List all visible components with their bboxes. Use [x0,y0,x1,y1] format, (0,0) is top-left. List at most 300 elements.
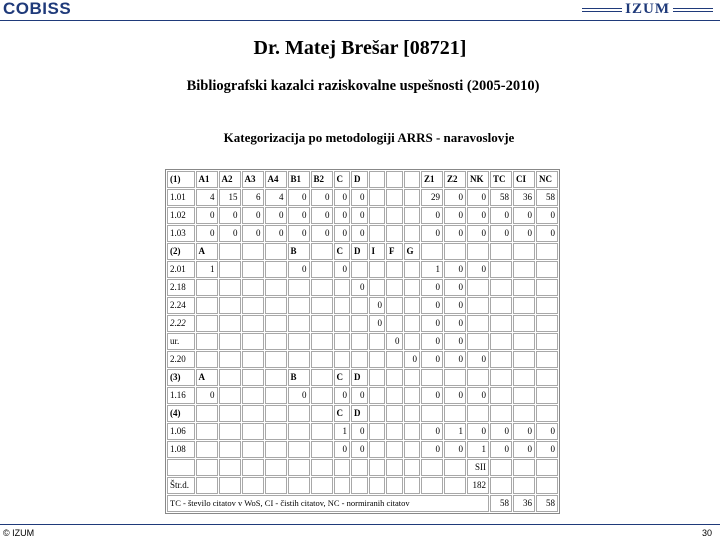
table-cell [369,423,386,440]
table-cell [404,261,421,278]
table-cell: C [334,369,351,386]
table-cell: 0 [421,225,443,242]
table-cell [404,423,421,440]
table-cell [536,351,558,368]
table-cell: 0 [351,441,368,458]
table-cell: 0 [196,225,218,242]
table-cell: 0 [513,207,535,224]
table-row [167,243,558,260]
table-cell [334,459,351,476]
table-cell [242,369,264,386]
table-cell [444,459,466,476]
table-cell: D [351,243,368,260]
table-cell: 0 [288,225,310,242]
footnote-row [167,495,558,512]
table-cell [334,297,351,314]
table-row [167,189,558,206]
table-cell: C [334,405,351,422]
table-cell [536,243,558,260]
table-cell: SII [467,459,489,476]
table-cell [242,315,264,332]
table-cell: 1 [421,261,443,278]
table-cell [242,387,264,404]
table-cell [513,477,535,494]
table-cell: 1 [196,261,218,278]
table-cell: 0 [351,423,368,440]
table-cell [386,369,403,386]
table-cell: C [334,171,351,188]
table-cell [536,297,558,314]
table-cell [311,423,333,440]
table-cell: A1 [196,171,218,188]
row-label-cell: 2.24 [167,297,195,314]
table-cell [490,387,512,404]
table-cell [219,315,241,332]
table-cell [421,369,443,386]
table-cell [467,297,489,314]
table-row [167,225,558,242]
table-cell [265,297,287,314]
table-cell [265,423,287,440]
table-cell: 0 [513,423,535,440]
table-cell [369,207,386,224]
table-cell: 0 [444,207,466,224]
table-cell: 0 [467,261,489,278]
table-cell [219,261,241,278]
footnote-value: 58 [490,495,512,512]
table-cell [404,459,421,476]
table-cell [404,171,421,188]
table-cell: 0 [444,351,466,368]
table-cell: TC [490,171,512,188]
table-cell [196,315,218,332]
table-cell: 0 [386,333,403,350]
table-cell: 4 [196,189,218,206]
table-cell: 0 [421,441,443,458]
table-cell [490,405,512,422]
table-cell [513,261,535,278]
table-cell: I [369,243,386,260]
table-cell [490,477,512,494]
table-cell: 0 [444,441,466,458]
table-cell [311,369,333,386]
table-cell [242,405,264,422]
table-cell [334,351,351,368]
table-cell [311,405,333,422]
table-cell [242,423,264,440]
table-cell [386,189,403,206]
table-cell [513,351,535,368]
table-cell [490,315,512,332]
table-cell: 0 [536,423,558,440]
table-cell: 0 [444,333,466,350]
table-cell: 0 [513,441,535,458]
copyright-text: © IZUM [3,528,35,538]
table-cell: 1 [444,423,466,440]
table-cell [242,279,264,296]
table-cell: 0 [536,441,558,458]
table-cell: 0 [444,225,466,242]
table-cell [311,297,333,314]
table-cell [536,459,558,476]
categorization-table [165,169,560,514]
table-cell [265,459,287,476]
table-cell [288,279,310,296]
table-row [167,477,558,494]
table-cell [369,441,386,458]
table-cell: 0 [536,225,558,242]
table-cell [513,405,535,422]
table-cell: 0 [444,279,466,296]
table-cell: 0 [369,315,386,332]
table-row [167,315,558,332]
table-cell [351,297,368,314]
table-cell [386,171,403,188]
table-cell [288,459,310,476]
table-cell [311,441,333,458]
table-cell: 58 [536,189,558,206]
table-cell: 0 [467,351,489,368]
table-cell: 0 [334,189,351,206]
table-cell [351,261,368,278]
table-cell: C [334,243,351,260]
table-cell [351,351,368,368]
table-cell [467,405,489,422]
table-cell [311,351,333,368]
table-row [167,261,558,278]
table-cell [242,459,264,476]
row-label-cell: (2) [167,243,195,260]
table-row [167,387,558,404]
table-cell: A [196,369,218,386]
table-cell [386,297,403,314]
table-cell: 0 [467,225,489,242]
table-cell: 0 [444,315,466,332]
table-cell: 0 [334,441,351,458]
table-cell: A4 [265,171,287,188]
row-label-cell: (3) [167,369,195,386]
table-cell [219,477,241,494]
table-cell [369,225,386,242]
table-cell [444,405,466,422]
table-cell [386,351,403,368]
table-cell: 0 [334,207,351,224]
table-cell [386,315,403,332]
footnote-value: 58 [536,495,558,512]
table-cell [288,477,310,494]
table-cell [513,315,535,332]
table-cell [467,369,489,386]
table-cell [404,477,421,494]
table-cell [386,459,403,476]
table-cell [404,189,421,206]
table-cell: NK [467,171,489,188]
table-cell [242,333,264,350]
table-cell [386,279,403,296]
table-row [167,405,558,422]
table-cell [369,387,386,404]
table-cell [311,387,333,404]
table-cell [404,279,421,296]
table-cell [311,333,333,350]
table-cell: 0 [265,207,287,224]
table-cell [196,333,218,350]
table-cell [386,387,403,404]
page-title: Dr. Matej Brešar [08721] [253,37,467,59]
table-cell: A [196,243,218,260]
table-cell [513,387,535,404]
table-cell: 0 [421,423,443,440]
row-label-cell [167,459,195,476]
table-cell [265,405,287,422]
table-cell [513,243,535,260]
table-cell [386,207,403,224]
table-cell [219,387,241,404]
table-cell [196,405,218,422]
table-cell: 4 [265,189,287,206]
table-cell [513,369,535,386]
table-cell [288,297,310,314]
table-cell: 0 [536,207,558,224]
table-cell: 0 [467,387,489,404]
page-subtitle: Bibliografski kazalci raziskovalne uspešnosti (2005-2010) [186,78,540,94]
table-cell [490,333,512,350]
table-cell [444,477,466,494]
table-cell: NC [536,171,558,188]
table-cell [311,279,333,296]
table-cell: 0 [490,423,512,440]
table-cell [421,477,443,494]
table-cell [404,315,421,332]
table-cell: 0 [311,207,333,224]
row-label-cell: 1.06 [167,423,195,440]
table-cell [311,261,333,278]
table-cell [219,243,241,260]
table-cell [386,441,403,458]
table-cell: B [288,369,310,386]
table-cell [369,459,386,476]
table-cell [334,333,351,350]
table-cell: 0 [219,225,241,242]
table-cell: 0 [490,207,512,224]
table-cell: 36 [513,189,535,206]
table-cell [404,405,421,422]
table-row [167,171,558,188]
table-cell [490,351,512,368]
table-cell [404,207,421,224]
table-cell [421,405,443,422]
table-cell [219,459,241,476]
table-row [167,207,558,224]
table-cell: 0 [369,297,386,314]
table-cell: 29 [421,189,443,206]
table-cell: 0 [421,207,443,224]
footer-bar [0,524,720,541]
row-label-cell: 2.01 [167,261,195,278]
table-cell: 0 [467,207,489,224]
table-cell: 0 [288,189,310,206]
table-cell [265,333,287,350]
table-cell [386,477,403,494]
table-cell: G [404,243,421,260]
table-cell: 0 [513,225,535,242]
row-label-cell: (1) [167,171,195,188]
table-cell [311,459,333,476]
table-cell: D [351,369,368,386]
row-label-cell: 2.20 [167,351,195,368]
table-cell: 0 [421,351,443,368]
table-cell [536,333,558,350]
table-cell: 0 [444,387,466,404]
table-row [167,459,558,476]
table-cell: F [386,243,403,260]
table-cell [490,243,512,260]
row-label-cell: Štr.d. [167,477,195,494]
table-cell: 0 [311,225,333,242]
table-cell [219,405,241,422]
table-cell [444,369,466,386]
table-cell [219,351,241,368]
row-label-cell: 2.22 [167,315,195,332]
table-cell: 0 [351,279,368,296]
table-cell: 0 [351,207,368,224]
table-cell: 0 [421,315,443,332]
table-cell [369,279,386,296]
table-cell [242,441,264,458]
table-cell: 1 [334,423,351,440]
top-header-bar [0,0,720,21]
table-cell: Z2 [444,171,466,188]
table-cell: 0 [421,387,443,404]
table-cell: Z1 [421,171,443,188]
table-cell: 0 [490,441,512,458]
table-cell: 0 [334,387,351,404]
table-cell: 0 [444,189,466,206]
table-cell [421,459,443,476]
table-cell [369,369,386,386]
table-cell [490,459,512,476]
table-cell: 0 [334,261,351,278]
table-cell [536,477,558,494]
table-cell [404,369,421,386]
table-cell [219,297,241,314]
table-cell: 0 [242,225,264,242]
table-cell: 1 [467,441,489,458]
table-cell [311,243,333,260]
table-cell [369,189,386,206]
table-cell: 0 [421,279,443,296]
table-cell [288,405,310,422]
page-number: 30 [701,528,712,538]
table-cell: 0 [421,297,443,314]
table-cell [386,405,403,422]
table-cell [369,477,386,494]
table-cell [404,441,421,458]
table-cell [513,459,535,476]
table-cell [369,405,386,422]
table-cell [369,171,386,188]
table-cell [242,351,264,368]
table-cell [536,405,558,422]
table-cell [490,279,512,296]
table-row [167,297,558,314]
izum-logo-text: IZUM [625,1,670,17]
table-row [167,333,558,350]
table-cell: 0 [288,207,310,224]
table-cell [536,387,558,404]
table-cell [288,423,310,440]
table-cell [265,243,287,260]
table-cell [351,333,368,350]
table-cell: 0 [334,225,351,242]
table-cell [196,477,218,494]
table-cell: A2 [219,171,241,188]
table-cell [265,369,287,386]
table-cell: B1 [288,171,310,188]
table-cell [196,351,218,368]
table-cell [242,297,264,314]
footnote-text: TC - število citatov v WoS, CI - čistih citatov, NC - normiranih citatov [167,495,489,512]
table-cell: 0 [265,225,287,242]
table-cell: 0 [242,207,264,224]
row-label-cell: 1.16 [167,387,195,404]
table-cell [196,297,218,314]
table-cell: 0 [444,261,466,278]
table-cell: 0 [196,207,218,224]
row-label-cell: 1.03 [167,225,195,242]
table-cell: 0 [219,207,241,224]
table-cell [219,423,241,440]
table-cell [467,279,489,296]
section-title: Kategorizacija po metodologiji ARRS - naravoslovje [223,130,515,145]
table-cell: 0 [288,261,310,278]
table-cell: 0 [490,225,512,242]
table-row [167,279,558,296]
table-cell: 0 [404,351,421,368]
table-cell [334,279,351,296]
table-cell: 0 [351,387,368,404]
table-cell [288,351,310,368]
table-cell [536,315,558,332]
table-cell [242,243,264,260]
table-cell [421,243,443,260]
table-cell: B2 [311,171,333,188]
table-cell [219,333,241,350]
table-cell: 0 [444,297,466,314]
table-cell [386,423,403,440]
table-row [167,369,558,386]
table-cell: D [351,405,368,422]
table-cell: CI [513,171,535,188]
table-cell [404,387,421,404]
table-cell [265,315,287,332]
table-cell: 0 [421,333,443,350]
table-cell: 0 [467,189,489,206]
table-cell [386,261,403,278]
row-label-cell: 1.08 [167,441,195,458]
table-cell: 0 [467,423,489,440]
table-cell [196,459,218,476]
table-cell [467,243,489,260]
table-cell [196,423,218,440]
table-cell [265,387,287,404]
table-cell [219,369,241,386]
table-cell: B [288,243,310,260]
table-cell [490,261,512,278]
table-cell [265,477,287,494]
row-label-cell: ur. [167,333,195,350]
table-cell [265,351,287,368]
